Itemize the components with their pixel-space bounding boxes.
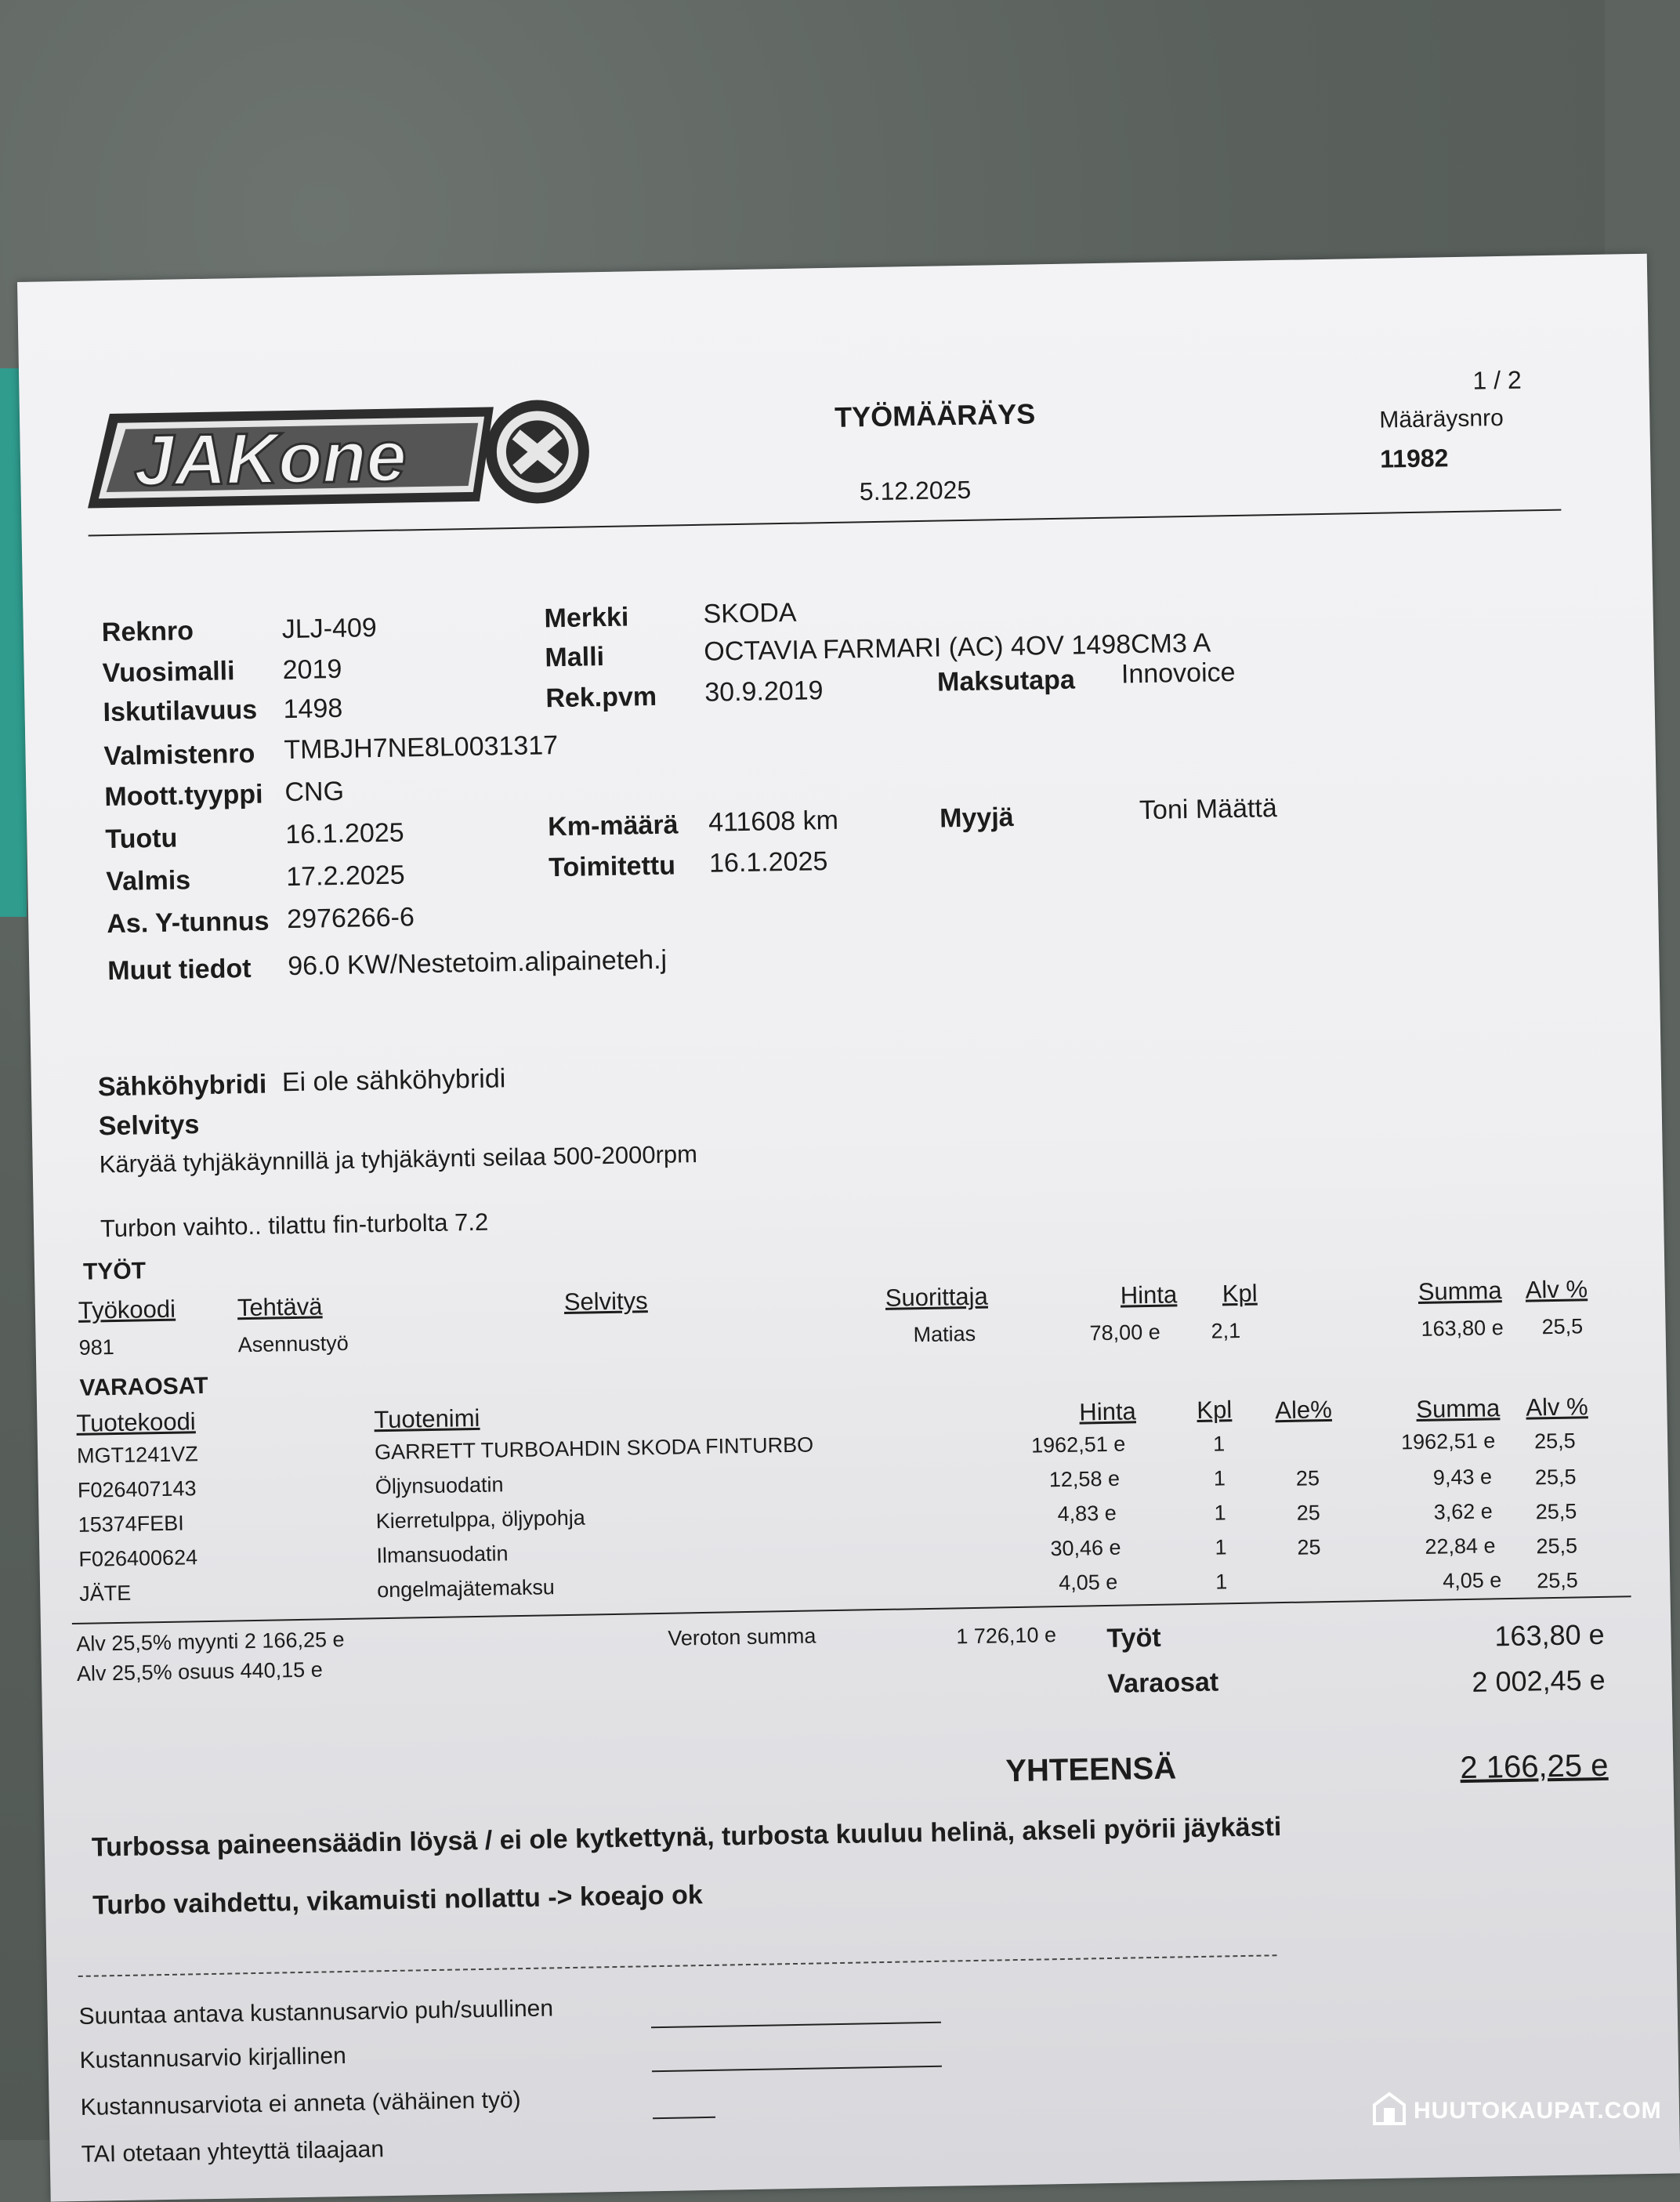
muut-label: Muut tiedot (107, 953, 252, 987)
km-value: 411608 km (708, 805, 839, 838)
varaosat-cell-alv: 25,5 (1535, 1499, 1577, 1524)
valmis-value: 17.2.2025 (285, 860, 405, 893)
varaosat-cell-nimi: GARRETT TURBOAHDIN SKODA FINTURBO (374, 1432, 814, 1465)
varaosat-cell-hinta: 4,05 e (1058, 1570, 1118, 1595)
varaosat-cell-koodi: 15374FEBI (78, 1511, 185, 1537)
myyja-label: Myyjä (939, 802, 1014, 834)
varaosat-cell-kpl: 1 (1215, 1535, 1227, 1559)
muut-value: 96.0 KW/Nestetoim.alipaineteh.j (287, 944, 668, 982)
tyot-cell-koodi: 981 (78, 1335, 115, 1360)
varaosat-header-alv: Alv % (1526, 1393, 1588, 1422)
varaosat-cell-alv: 25,5 (1536, 1568, 1579, 1593)
estimate-option-4: TAI otetaan yhteyttä tilaajaan (81, 2136, 385, 2168)
tyot-header-tehtava: Tehtävä (237, 1292, 323, 1322)
selvitys-line-1: Käryää tyhjäkäynnillä ja tyhjäkäynti seilaa 500-2000rpm (99, 1140, 698, 1179)
varaosat-cell-kpl: 1 (1215, 1570, 1228, 1594)
varaosat-total-label: Varaosat (1107, 1667, 1219, 1699)
tyot-header-selvitys: Selvitys (563, 1287, 648, 1316)
malli-value: OCTAVIA FARMARI (AC) 4OV 1498CM3 A (704, 628, 1211, 667)
varaosat-cell-nimi: Kierretulppa, öljypohja (375, 1505, 586, 1534)
table-bottom-divider (72, 1595, 1631, 1624)
yhteensa-value: 2 166,25 e (1459, 1747, 1609, 1786)
varaosat-header-nimi: Tuotenimi (374, 1403, 480, 1434)
varaosat-cell-alv: 25,5 (1536, 1534, 1578, 1559)
tyot-cell-alv: 25,5 (1541, 1314, 1584, 1339)
alv-osuus: Alv 25,5% osuus 440,15 e (76, 1657, 323, 1686)
varaosat-cell-kpl: 1 (1213, 1466, 1226, 1490)
estimate-line-1 (651, 2022, 941, 2028)
varaosat-cell-hinta: 30,46 e (1050, 1535, 1121, 1561)
moott-value: CNG (284, 776, 345, 808)
jakone-logo (86, 389, 598, 516)
tuotu-label: Tuotu (105, 823, 178, 855)
alv-myynti: Alv 25,5% myynti 2 166,25 e (76, 1627, 345, 1656)
hybrid-value: Ei ole sähköhybridi (281, 1063, 506, 1098)
reknro-label: Reknro (101, 616, 194, 648)
rekpvm-value: 30.9.2019 (704, 675, 824, 708)
valmis-label: Valmis (106, 865, 191, 897)
yhteensa-label: YHTEENSÄ (1005, 1751, 1177, 1789)
tyot-header-alv: Alv % (1525, 1275, 1588, 1304)
varaosat-cell-nimi: Ilmansuodatin (376, 1541, 509, 1568)
dashed-divider (78, 1954, 1277, 1977)
tyot-header-summa: Summa (1418, 1277, 1502, 1306)
tyot-total-value: 163,80 e (1494, 1617, 1605, 1653)
watermark (1371, 2091, 1662, 2131)
varaosat-cell-hinta: 12,58 e (1048, 1466, 1121, 1492)
varaosat-cell-ale: 25 (1296, 1501, 1320, 1525)
maksutapa-label: Maksutapa (936, 665, 1076, 697)
tuotu-value: 16.1.2025 (285, 817, 404, 850)
myyja-value: Toni Määttä (1139, 793, 1278, 826)
varaosat-cell-koodi: JÄTE (78, 1581, 132, 1606)
malli-label: Malli (545, 642, 605, 673)
varaosat-cell-kpl: 1 (1214, 1501, 1226, 1525)
reknro-value: JLJ-409 (281, 613, 378, 645)
veroton-label: Veroton summa (668, 1624, 816, 1650)
vuosimalli-label: Vuosimalli (102, 656, 235, 689)
estimate-line-3 (653, 2117, 715, 2119)
varaosat-cell-koodi: F026400624 (78, 1545, 198, 1571)
valmistenro-value: TMBJH7NE8L0031317 (284, 730, 559, 766)
ytunnus-value: 2976266-6 (286, 902, 415, 935)
varaosat-cell-hinta: 4,83 e (1057, 1501, 1117, 1527)
moott-label: Moott.tyyppi (104, 779, 263, 813)
varaosat-cell-nimi: Öljynsuodatin (375, 1472, 504, 1499)
varaosat-cell-hinta: 1962,51 e (1030, 1432, 1126, 1458)
varaosat-cell-summa: 9,43 e (1432, 1465, 1493, 1490)
varaosat-cell-summa: 4,05 e (1442, 1568, 1502, 1593)
tyot-header-suorittaja: Suorittaja (885, 1282, 989, 1312)
toimitettu-label: Toimitettu (548, 850, 676, 883)
document-date: 5.12.2025 (859, 475, 972, 506)
tyot-cell-summa: 163,80 e (1421, 1316, 1504, 1341)
varaosat-section-title: VARAOSAT (79, 1372, 208, 1401)
varaosat-cell-summa: 3,62 e (1433, 1499, 1493, 1524)
varaosat-cell-kpl: 1 (1212, 1432, 1226, 1456)
merkki-value: SKODA (703, 597, 797, 629)
selvitys-label: Selvitys (98, 1110, 200, 1142)
tyot-cell-suorittaja: Matias (913, 1321, 976, 1347)
estimate-option-3: Kustannusarviota ei anneta (vähäinen työ) (80, 2087, 521, 2121)
tyot-header-kpl: Kpl (1222, 1279, 1258, 1308)
estimate-option-1: Suuntaa antava kustannusarvio puh/suullinen (78, 1995, 554, 2030)
toimitettu-value: 16.1.2025 (708, 846, 828, 878)
order-number-label: Määräysnro (1379, 404, 1504, 433)
varaosat-cell-alv: 25,5 (1534, 1465, 1577, 1490)
tyot-cell-hinta: 78,00 e (1089, 1320, 1160, 1345)
varaosat-header-koodi: Tuotekoodi (76, 1407, 196, 1437)
tyot-cell-tehtava: Asennustyö (237, 1331, 349, 1357)
tyot-section-title: TYÖT (82, 1258, 147, 1285)
valmistenro-label: Valmistenro (103, 738, 255, 772)
finding-line-2: Turbo vaihdettu, vikamuisti nollattu -> koeajo ok (92, 1880, 704, 1921)
maksutapa-value: Innovoice (1121, 657, 1236, 690)
varaosat-total-value: 2 002,45 e (1472, 1663, 1606, 1698)
tyot-cell-kpl: 2,1 (1211, 1318, 1241, 1343)
varaosat-cell-ale: 25 (1297, 1535, 1321, 1559)
varaosat-cell-ale: 25 (1295, 1466, 1320, 1490)
work-order-document (17, 254, 1680, 2202)
house-icon (1371, 2091, 1407, 2131)
varaosat-cell-koodi: F026407143 (77, 1476, 197, 1502)
tyot-header-koodi: Työkoodi (78, 1295, 176, 1324)
page-indicator: 1 / 2 (1472, 365, 1522, 395)
merkki-label: Merkki (544, 602, 629, 634)
vuosimalli-value: 2019 (282, 654, 342, 686)
logo-text: JAKone (133, 416, 407, 502)
veroton-value: 1 726,10 e (956, 1623, 1057, 1649)
header-divider (89, 509, 1562, 537)
varaosat-header-kpl: Kpl (1197, 1396, 1233, 1424)
watermark-text: HUUTOKAUPAT.COM (1414, 2097, 1662, 2124)
varaosat-cell-summa: 22,84 e (1425, 1534, 1496, 1559)
document-title: TYÖMÄÄRÄYS (834, 397, 1036, 433)
varaosat-cell-nimi: ongelmajätemaksu (376, 1575, 556, 1603)
estimate-line-2 (652, 2066, 942, 2072)
tyot-total-label: Työt (1106, 1622, 1161, 1653)
varaosat-header-summa: Summa (1416, 1394, 1501, 1424)
varaosat-header-ale: Ale% (1275, 1395, 1333, 1425)
estimate-option-2: Kustannusarvio kirjallinen (79, 2043, 347, 2073)
varaosat-cell-alv: 25,5 (1533, 1429, 1576, 1454)
selvitys-line-2: Turbon vaihto.. tilattu fin-turbolta 7.2 (100, 1208, 489, 1243)
varaosat-cell-koodi: MGT1241VZ (76, 1442, 198, 1468)
order-number: 11982 (1379, 444, 1449, 473)
varaosat-cell-summa: 1962,51 e (1400, 1429, 1496, 1454)
km-label: Km-määrä (547, 809, 679, 842)
iskutilavuus-value: 1498 (283, 693, 343, 725)
hybrid-label: Sähköhybridi (97, 1069, 267, 1103)
finding-line-1: Turbossa paineensäädin löysä / ei ole kytkettynä, turbosta kuuluu helinä, akseli pyörii jäykästi (91, 1812, 1282, 1863)
iskutilavuus-label: Iskutilavuus (103, 694, 258, 728)
tyot-header-hinta: Hinta (1120, 1280, 1178, 1309)
ytunnus-label: As. Y-tunnus (106, 906, 270, 940)
rekpvm-label: Rek.pvm (545, 681, 657, 714)
varaosat-header-hinta: Hinta (1079, 1397, 1137, 1426)
